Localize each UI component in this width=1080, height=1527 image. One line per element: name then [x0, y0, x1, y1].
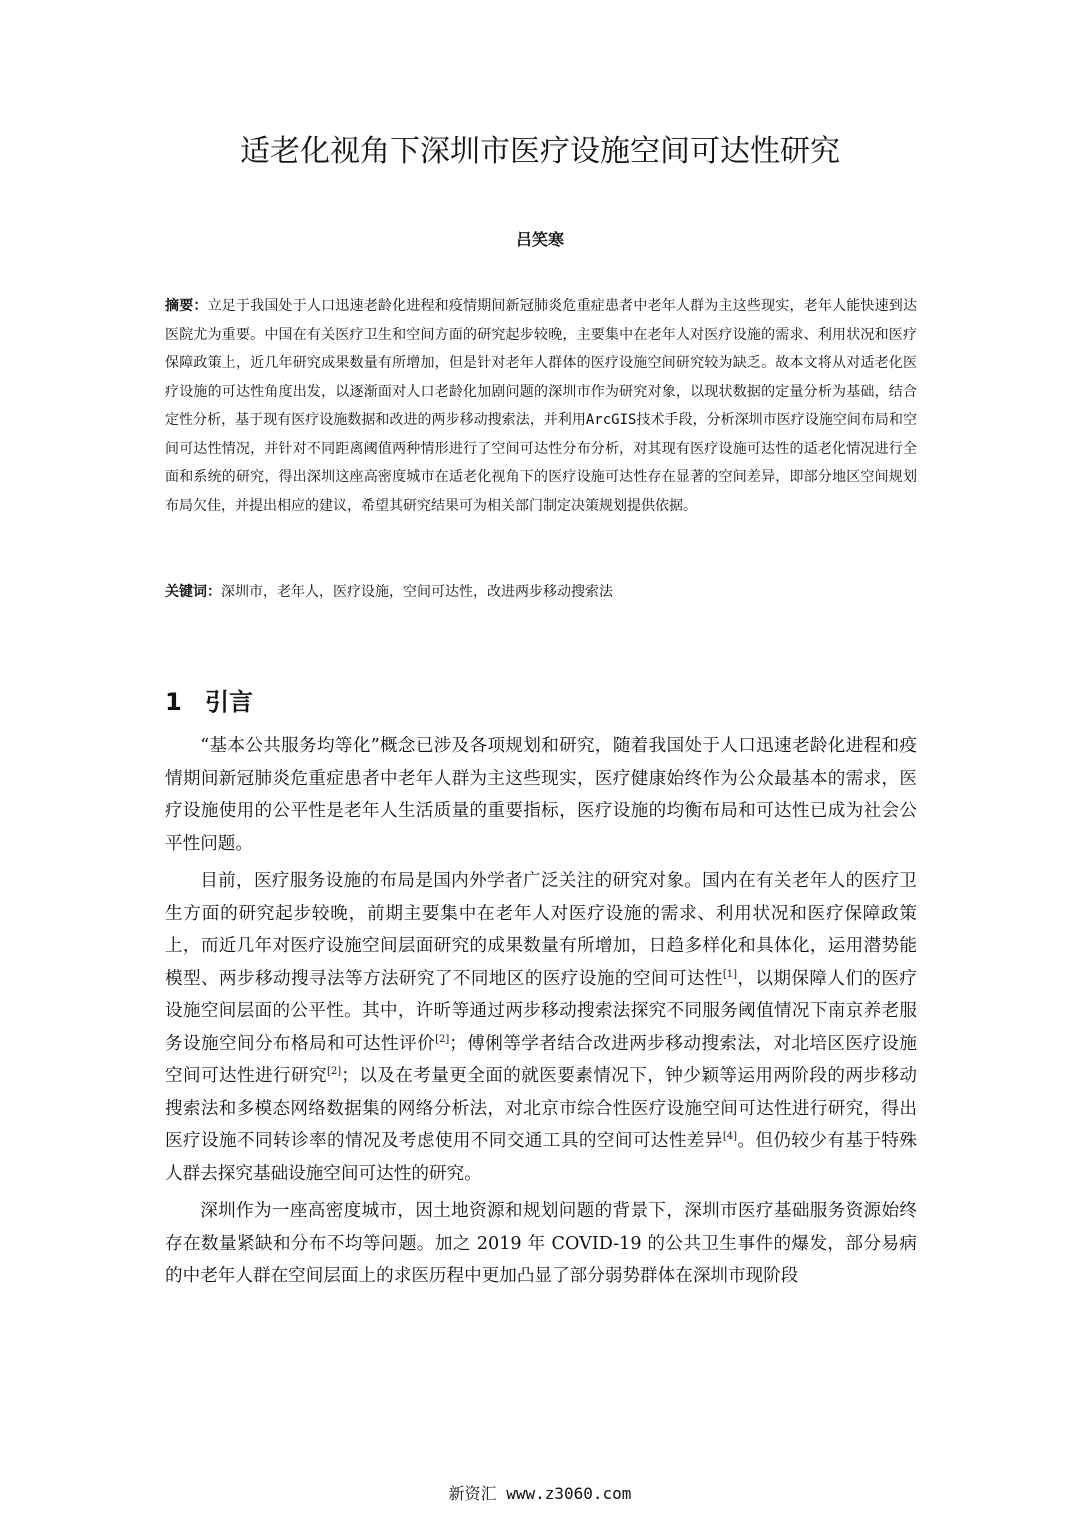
keywords-label: 关键词： — [165, 584, 221, 600]
body-text — [165, 730, 917, 1298]
citation-1[interactable]: [1] — [722, 968, 738, 980]
paragraph-2-part-4: ；以及在考量更全面的就医要素情况下，钟少颖等运用两阶段的两步移动搜索法和多模态网络数据集的网络分析法，对北京市综合性医疗设施空间可达性进行研究，得出医疗设施不同转诊率的情况及考虑使用不同交通工具的空间可达性差异 — [165, 1066, 917, 1151]
author-name: 吕笑寒 — [515, 230, 564, 249]
paragraph-3: 深圳作为一座高密度城市，因土地资源和规划问题的背景下，深圳市医疗基础服务资源始终存在数量紧缺和分布不均等问题。加之 2019 年 COVID-19 的公共卫生事件的爆发，部分易病的中老年人群在空间层面上的求医历程中更加凸显了部分弱势群体在深圳市现阶段 — [165, 1201, 917, 1286]
paragraph-2 — [165, 865, 917, 1190]
paragraph-2-part-3: ；傅俐等学者结合改进两步移动搜索法，对北培区医疗设施空间可达性进行研究 — [165, 1033, 917, 1086]
abstract-label: 摘要： — [165, 298, 208, 314]
paragraph-2-part-1: 目前，医疗服务设施的布局是国内外学者广泛关注的研究对象。国内在有关老年人的医疗卫生方面的研究起步较晚，前期主要集中在老年人对医疗设施的需求、利用状况和医疗保障政策上，而近几年对医疗设施空间层面研究的成果数量有所增加，日趋多样化和具体化，运用潜势能模型、两步移动搜寻法等方法研究了不同地区的医疗设施的空间可达性 — [165, 871, 917, 989]
paragraph-2-part-5: 。但仍较少有基于特殊人群去探究基础设施空间可达性的研究。 — [165, 1131, 917, 1184]
citation-2[interactable]: [2] — [435, 1033, 450, 1045]
abstract-text: 立足于我国处于人口迅速老龄化进程和疫情期间新冠肺炎危重症患者中老年人群为主这些现实，老年人能快速到达医院尤为重要。中国在有关医疗卫生和空间方面的研究起步较晚，主要集中在老年人对医疗设施的需求、利用状况和医疗保障政策上，近几年研究成果数量有所增加，但是针对老年人群体的医疗设施空间研究较为缺乏。故本文将从对适老化医疗设施的可达性角度出发，以逐渐面对人口老龄化加剧问题的深圳市作为研究对象，以现状数据的定量分析为基础，结合定性分析，基于现有医疗设施数据和改进的两步移动搜索法，并利用ArcGIS技术手段，分析深圳市医疗设施空间布局和空间可达性情况，并针对不同距离阈值两种情形进行了空间可达性分布分析，对其现有医疗设施可达性的适老化情况进行全面和系统的研究，得出深圳这座高密度城市在适老化视角下的医疗设施可达性存在显著的空间差异，即部分地区空间规划布局欠佳，并提出相应的建议，希望其研究结果可为相关部门制定决策规划提供依据。 — [165, 298, 917, 514]
citation-3[interactable]: [2] — [327, 1066, 342, 1078]
footer-watermark: 新资汇 www.z3060.com — [448, 1484, 632, 1503]
abstract — [165, 292, 917, 520]
section-title: 引言 — [205, 688, 253, 716]
section-heading — [165, 684, 253, 720]
paper-title: 适老化视角下深圳市医疗设施空间可达性研究 — [240, 134, 840, 169]
section-number: 1 — [165, 688, 182, 716]
citation-4[interactable]: [4] — [722, 1131, 738, 1143]
paragraph-2-part-2: ，以期保障人们的医疗设施空间层面的公平性。其中，许昕等通过两步移动搜索法探究不同服务阈值情况下南京养老服务设施空间分布格局和可达性评价 — [165, 968, 917, 1054]
keywords — [165, 578, 917, 607]
paragraph-1: “基本公共服务均等化”概念已涉及各项规划和研究，随着我国处于人口迅速老龄化进程和疫情期间新冠肺炎危重症患者中老年人群为主这些现实，医疗健康始终作为公众最基本的需求，医疗设施使用的公平性是老年人生活质量的重要指标，医疗设施的均衡布局和可达性已成为社会公平性问题。 — [165, 736, 917, 854]
keywords-text: 深圳市，老年人，医疗设施，空间可达性，改进两步移动搜索法 — [221, 584, 613, 600]
